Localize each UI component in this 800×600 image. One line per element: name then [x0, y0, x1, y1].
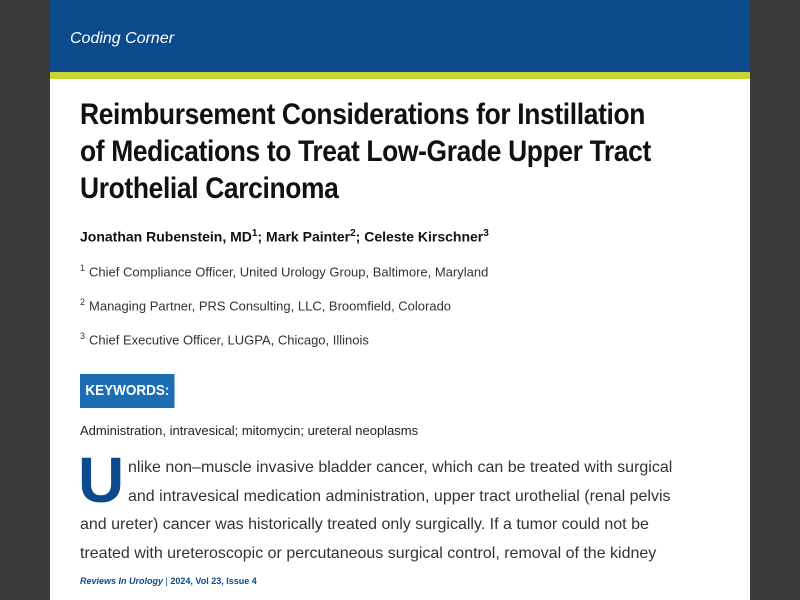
author-list	[80, 228, 489, 245]
affiliation-text: Managing Partner, PRS Consulting, LLC, Broomfield, Colorado	[89, 298, 452, 314]
section-label: Coding Corner	[70, 30, 175, 47]
body-line: and intravesical medication administration, upper tract urothelial (renal pelvis	[128, 487, 671, 505]
keywords-list: Administration, intravesical; mitomycin; ureteral neoplasms	[80, 423, 419, 438]
author-separator: ;	[257, 228, 267, 245]
footer-separator: |	[163, 576, 171, 586]
affiliation-number: 1	[80, 263, 86, 273]
header-banner	[50, 0, 750, 72]
affiliation-number: 3	[80, 331, 86, 341]
keywords-heading: KEYWORDS:	[80, 374, 175, 408]
affiliation	[80, 331, 369, 347]
author-name: Celeste Kirschner	[364, 228, 484, 245]
body-line: treated with ureteroscopic or percutaneous surgical control, removal of the kidney	[80, 544, 657, 562]
title-line: Reimbursement Considerations for Instillation	[80, 98, 646, 131]
affiliation	[80, 263, 488, 279]
author-affiliation-marker: 3	[483, 228, 489, 239]
drop-cap: U	[78, 444, 125, 516]
author-separator: ;	[355, 228, 365, 245]
body-line: and ureter) cancer was historically treated only surgically. If a tumor could not be	[80, 516, 649, 533]
article-page	[50, 0, 750, 600]
author-affiliation-marker: 1	[251, 228, 258, 239]
affiliation	[80, 297, 451, 313]
journal-name: Reviews In Urology	[80, 576, 164, 586]
article-title	[80, 96, 652, 207]
title-line: Urothelial Carcinoma	[80, 172, 339, 205]
title-line: of Medications to Treat Low-Grade Upper Tract	[80, 135, 651, 168]
affiliation-text: Chief Compliance Officer, United Urology Group, Baltimore, Maryland	[89, 264, 489, 280]
author-name: Jonathan Rubenstein, MD	[80, 228, 252, 245]
accent-stripe	[50, 72, 750, 79]
affiliation-number: 2	[80, 297, 86, 307]
page-footer	[80, 576, 257, 586]
author-affiliation-marker: 2	[350, 228, 356, 239]
affiliation-text: Chief Executive Officer, LUGPA, Chicago, Illinois	[89, 332, 369, 348]
article-body	[80, 454, 725, 568]
body-line: nlike non–muscle invasive bladder cancer, which can be treated with surgical	[128, 459, 673, 476]
journal-issue: 2024, Vol 23, Issue 4	[170, 576, 257, 586]
author-name: Mark Painter	[266, 228, 351, 245]
